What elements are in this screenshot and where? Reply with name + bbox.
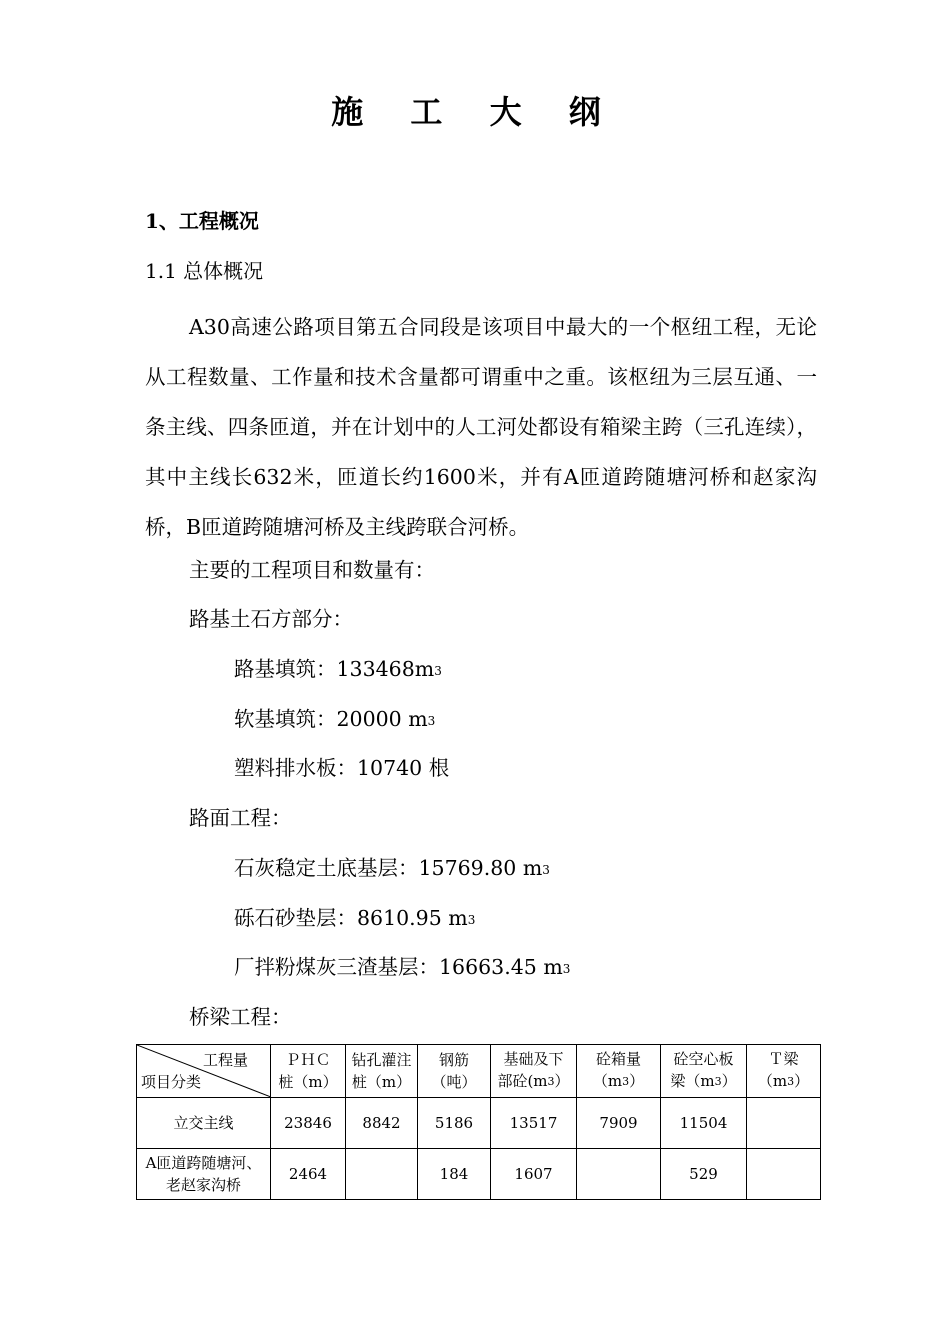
pavement-item: 砾石砂垫层：8610.95 $m^3$ xyxy=(234,906,476,930)
table-header-cell: 钢筋 （吨） xyxy=(418,1045,491,1098)
table-header-cell: 砼箱量 $(m^3)$ xyxy=(577,1045,661,1098)
table-row xyxy=(137,1098,821,1149)
document-title: 施 工 大 纲 xyxy=(331,93,619,131)
roadbed-item: 塑料排水板：10740 根 xyxy=(234,756,450,780)
overview-paragraph: A30高速公路项目第五合同段是该项目中最大的一个枢纽工程，无论从工程数量、工作量和技术含量都可谓重中之重。该枢纽为三层互通、一条主线、四条匝道，并在计划中的人工河处都设有箱梁主跨（三孔连续），其中主线长632米，匝道长约1600米，并有A匝道跨随塘河桥和赵家沟桥，B匝道跨随塘河桥及主线跨联合河桥。 xyxy=(145,315,817,539)
table-cell: 8842 xyxy=(346,1098,418,1149)
table-cell: 23846 xyxy=(271,1098,346,1149)
table-header-cell: Ｔ梁 $(m^3)$ xyxy=(747,1045,821,1098)
table-cell xyxy=(747,1149,821,1200)
table-cell xyxy=(346,1149,418,1200)
roadbed-item: 路基填筑：$133468m^3$ xyxy=(234,657,442,681)
table-cell xyxy=(577,1149,661,1200)
roadbed-heading: 路基土石方部分： xyxy=(189,607,353,631)
main-items-intro: 主要的工程项目和数量有： xyxy=(189,558,435,582)
table-cell: 7909 xyxy=(577,1098,661,1149)
table-cell: 5186 xyxy=(418,1098,491,1149)
table-cell: 529 xyxy=(661,1149,747,1200)
bridge-quantity-table xyxy=(136,1044,821,1200)
table-header-cell: ＰＨＣ 桩（m） xyxy=(271,1045,346,1098)
table-cell: 2464 xyxy=(271,1149,346,1200)
table-cell: 1607 xyxy=(491,1149,577,1200)
row-label: 立交主线 xyxy=(137,1098,271,1149)
table-cell: 13517 xyxy=(491,1098,577,1149)
pavement-item: 厂拌粉煤灰三渣基层：16663.45 $m^3$ xyxy=(234,955,571,979)
bridge-heading: 桥梁工程： xyxy=(189,1005,292,1029)
corner-label-bottom: 项目分类 xyxy=(141,1073,202,1091)
table-corner-cell xyxy=(137,1045,271,1098)
table-row xyxy=(137,1149,821,1200)
section-heading-1-1: 1.1 总体概况 xyxy=(145,259,264,283)
table-header-row xyxy=(137,1045,821,1098)
section-heading-1: 1、工程概况 xyxy=(145,209,259,233)
roadbed-item: 软基填筑：20000 $m^3$ xyxy=(234,707,436,731)
corner-label-top: 工程量 xyxy=(202,1051,248,1069)
table-header-cell: 钻孔灌注 桩（m） xyxy=(346,1045,418,1098)
pavement-item: 石灰稳定土底基层：15769.80 $m^3$ xyxy=(234,856,550,880)
table-cell xyxy=(747,1098,821,1149)
row-label: A匝道跨随塘河、老赵家沟桥 xyxy=(137,1149,271,1200)
table-header-cell: 基础及下 部砼$(m^3)$ xyxy=(491,1045,577,1098)
pavement-heading: 路面工程： xyxy=(189,806,292,830)
table-cell: 184 xyxy=(418,1149,491,1200)
table-header-cell: 砼空心板 梁$(m^3)$ xyxy=(661,1045,747,1098)
table-cell: 11504 xyxy=(661,1098,747,1149)
